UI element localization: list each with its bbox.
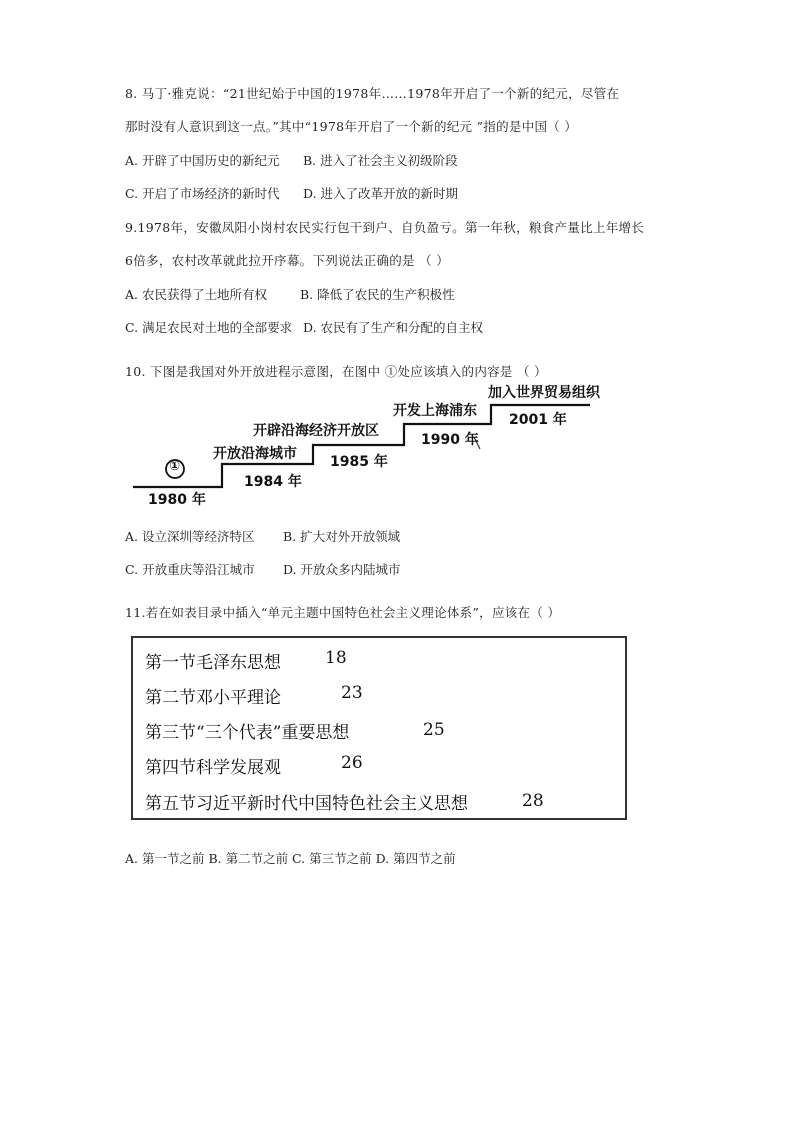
q9-stem-line1: 9.1978年，安徽凤阳小岗村农民实行包干到户、自负盈亏。第一年秋，粮食产量比上年增长 bbox=[125, 220, 645, 235]
step-2-label: 开放沿海城市 bbox=[213, 446, 297, 462]
q11-options: A. 第一节之前 B. 第二节之前 C. 第三节之前 D. 第四节之前 bbox=[125, 851, 456, 866]
step-3-label: 开辟沿海经济开放区 bbox=[253, 423, 379, 439]
step-4-year: 1990 年 bbox=[421, 432, 479, 448]
table-of-contents-box bbox=[131, 636, 627, 820]
toc-row-1-page: 18 bbox=[325, 648, 347, 668]
q9-option-b: B. 降低了农民的生产积极性 bbox=[300, 287, 455, 302]
step-2-year: 1984 年 bbox=[244, 474, 302, 490]
q9-stem-line2: 6倍多，农村改革就此拉开序幕。下列说法正确的是 （ ） bbox=[125, 253, 450, 268]
q8-option-d: D. 进入了改革开放的新时期 bbox=[303, 186, 459, 201]
step-5-year: 2001 年 bbox=[509, 412, 567, 428]
q9-option-d: D. 农民有了生产和分配的自主权 bbox=[303, 320, 484, 335]
step-5-label: 加入世界贸易组织 bbox=[488, 385, 600, 401]
toc-row-2-page: 23 bbox=[341, 683, 363, 703]
step-1-marker: ① bbox=[169, 459, 181, 474]
q9-option-a: A. 农民获得了土地所有权 bbox=[125, 287, 267, 302]
toc-row-3-page: 25 bbox=[423, 720, 445, 740]
step-1-year: 1980 年 bbox=[148, 492, 206, 508]
q8-option-b: B. 进入了社会主义初级阶段 bbox=[303, 153, 458, 168]
q10-stem: 10. 下图是我国对外开放进程示意图，在图中 ①处应该填入的内容是 （ ） bbox=[125, 364, 547, 379]
q8-option-c: C. 开启了市场经济的新时代 bbox=[125, 186, 280, 201]
toc-row-5-title: 第五节习近平新时代中国特色社会主义思想 bbox=[145, 794, 468, 814]
toc-row-4-page: 26 bbox=[341, 753, 363, 773]
toc-row-1-title: 第一节毛泽东思想 bbox=[145, 653, 281, 673]
q10-option-d: D. 开放众多内陆城市 bbox=[283, 562, 401, 577]
q10-option-a: A. 设立深圳等经济特区 bbox=[125, 529, 255, 544]
q9-option-c: C. 满足农民对土地的全部要求 bbox=[125, 320, 293, 335]
opening-up-staircase-diagram bbox=[0, 0, 793, 520]
q11-stem: 11.若在如表目录中插入“单元主题中国特色社会主义理论体系”，应该在（ ） bbox=[125, 605, 561, 620]
toc-row-2-title: 第二节邓小平理论 bbox=[145, 688, 281, 708]
q8-stem-line2: 那时没有人意识到这一点。”其中“1978年开启了一个新的纪元 ”指的是中国（ ） bbox=[125, 119, 578, 134]
toc-row-3-title: 第三节“三个代表”重要思想 bbox=[145, 723, 350, 743]
q10-option-c: C. 开放重庆等沿江城市 bbox=[125, 562, 255, 577]
step-4-label: 开发上海浦东 bbox=[393, 403, 477, 419]
q8-stem-line1: 8. 马丁·雅克说：“21世纪始于中国的1978年……1978年开启了一个新的纪元，尽管在 bbox=[125, 86, 620, 101]
step-3-year: 1985 年 bbox=[330, 454, 388, 470]
toc-row-5-page: 28 bbox=[522, 791, 544, 811]
toc-row-4-title: 第四节科学发展观 bbox=[145, 758, 281, 778]
q8-option-a: A. 开辟了中国历史的新纪元 bbox=[125, 153, 280, 168]
q10-option-b: B. 扩大对外开放领域 bbox=[283, 529, 401, 544]
